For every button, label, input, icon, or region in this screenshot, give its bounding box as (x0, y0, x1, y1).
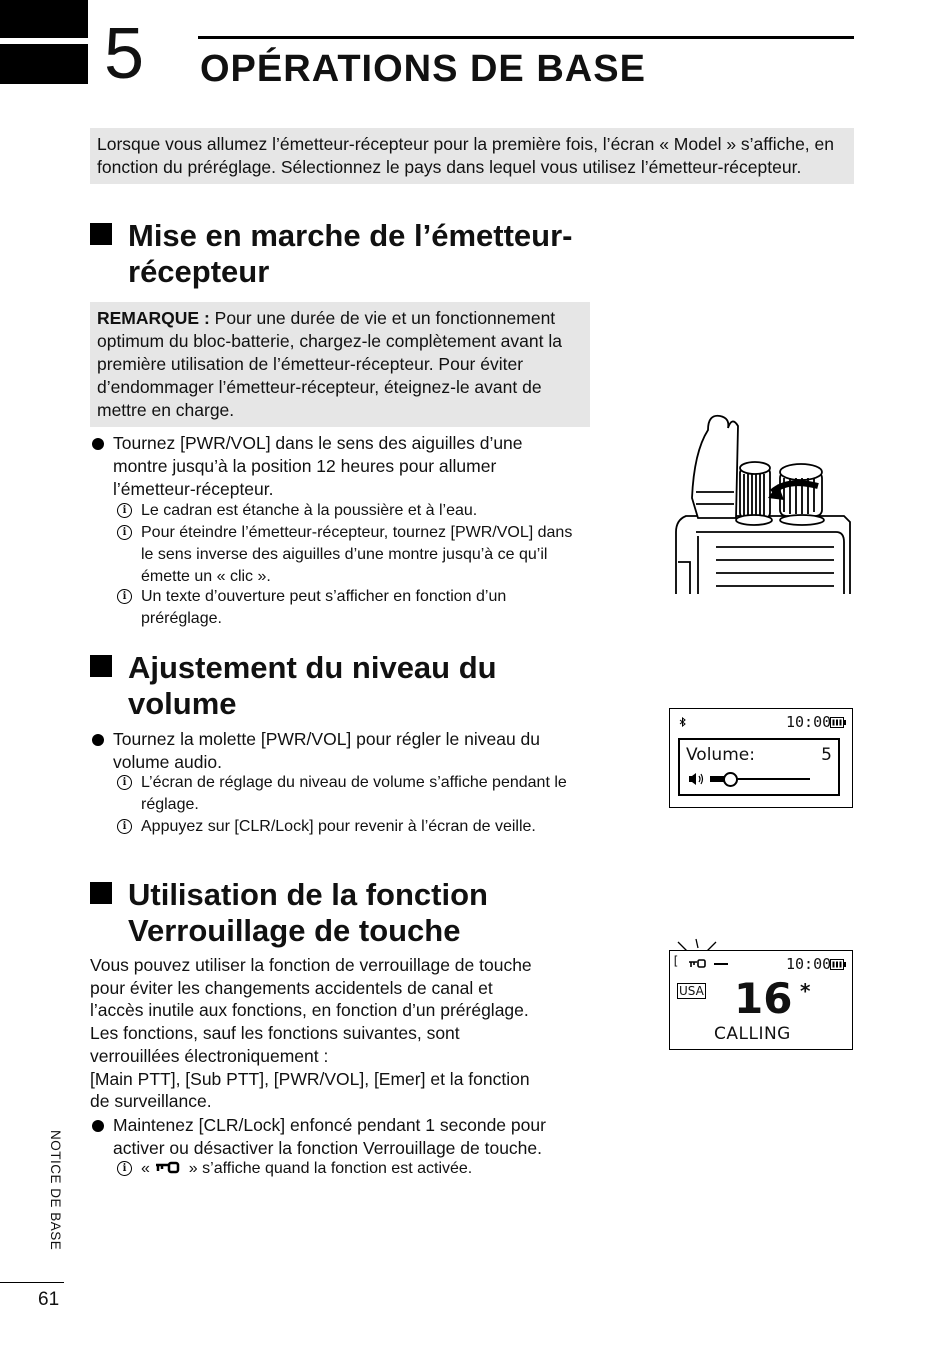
heading-square-icon (90, 882, 112, 904)
volume-popup (678, 738, 840, 796)
heading-line-2: volume (128, 686, 237, 721)
info-item (117, 1158, 593, 1180)
info-icon: i (117, 1161, 132, 1176)
section-heading-power-on (90, 218, 573, 290)
bullet-text: Maintenez [CLR/Lock] enfoncé pendant 1 seconde pour activer ou désactiver la fonction Verrouillage de touche. (113, 1115, 546, 1158)
radio-top-illustration (668, 412, 854, 594)
info-item (117, 816, 593, 838)
lcd-time: 10:00 (786, 955, 832, 973)
battery-icon (830, 959, 846, 970)
bullet-icon (92, 734, 104, 746)
heading-line-1: Mise en marche de l’émetteur- (128, 218, 573, 253)
info-item (117, 500, 593, 522)
key-lock-icon (688, 959, 708, 969)
chapter-number: 5 (104, 14, 145, 94)
info-icon: i (117, 589, 132, 604)
lcd-dash (714, 963, 728, 965)
bluetooth-icon (678, 717, 688, 727)
bullet-power-on (90, 432, 580, 501)
heading-line-1: Utilisation de la fonction (128, 877, 488, 912)
section-heading-key-lock (90, 877, 488, 949)
para-line: de surveillance. (90, 1091, 212, 1112)
para-line: Les fonctions, sauf les fonctions suivantes, sont (90, 1023, 460, 1044)
key-lock-lcd (669, 950, 853, 1050)
chapter-rule (198, 36, 854, 39)
info-text-post: » s’affiche quand la fonction est activée. (184, 1160, 473, 1177)
info-text (117, 1158, 593, 1180)
heading-square-icon (90, 223, 112, 245)
info-text: Appuyez sur [CLR/Lock] pour revenir à l’écran de veille. (141, 818, 536, 835)
chapter-title: OPÉRATIONS DE BASE (200, 48, 646, 90)
info-text: Le cadran est étanche à la poussière et à l’eau. (141, 502, 478, 519)
volume-lcd (669, 708, 853, 808)
info-text: L’écran de réglage du niveau de volume s’affiche pendant le réglage. (141, 774, 567, 813)
bullet-icon (92, 1120, 104, 1132)
bullet-icon (92, 438, 104, 450)
battery-icon (830, 717, 846, 728)
bullet-text: Tournez la molette [PWR/VOL] pour régler le niveau du volume audio. (113, 729, 541, 772)
info-item (117, 586, 587, 630)
remark-box (90, 302, 590, 427)
info-text-pre: « (141, 1160, 155, 1177)
intro-box: Lorsque vous allumez l’émetteur-récepteur pour la première fois, l’écran « Model » s’affiche, en fonction du préréglage. Sélectionnez le pays dans lequel vous utilisez l’émetteur-récepteur. (90, 128, 854, 184)
key-lock-paragraph (90, 954, 600, 1113)
speaker-icon (688, 772, 704, 786)
info-text: Pour éteindre l’émetteur-récepteur, tournez [PWR/VOL] dans le sens inverse des aiguilles d’une montre jusqu’à ce qu’il émette un « clic ». (141, 524, 573, 585)
info-icon: i (117, 503, 132, 518)
lcd-time: 10:00 (786, 713, 832, 731)
para-line: l’accès inutile aux fonctions, en fonction d’un préréglage. (90, 1000, 529, 1021)
region-badge: USA (679, 984, 704, 998)
volume-label: Volume: (686, 745, 755, 765)
chapter-tab (0, 0, 88, 84)
volume-value: 5 (821, 745, 832, 765)
volume-slider-knob (723, 772, 738, 787)
info-text: Un texte d’ouverture peut s’afficher en fonction d’un préréglage. (141, 588, 507, 627)
call-status: CALLING (714, 1024, 791, 1044)
para-line: [Main PTT], [Sub PTT], [PWR/VOL], [Emer] et la fonction (90, 1068, 530, 1089)
channel-number: 16 (734, 974, 793, 1023)
page-rule (0, 1282, 64, 1283)
info-icon: i (117, 525, 132, 540)
bullet-key-lock (90, 1114, 590, 1160)
lcd-left-bracket: [ (672, 954, 680, 968)
heading-line-2: Verrouillage de touche (128, 913, 461, 948)
side-label: NOTICE DE BASE (48, 1130, 63, 1251)
section-heading-volume (90, 650, 497, 722)
heading-square-icon (90, 655, 112, 677)
key-lock-icon (154, 1161, 184, 1175)
remark-label: REMARQUE : (97, 308, 210, 328)
para-line: pour éviter les changements accidentels de canal et (90, 977, 493, 998)
para-line: Vous pouvez utiliser la fonction de verrouillage de touche (90, 955, 532, 975)
heading-line-2: récepteur (128, 254, 270, 289)
info-icon: i (117, 775, 132, 790)
page-number: 61 (38, 1289, 60, 1310)
bullet-volume (90, 728, 590, 774)
tab-bar-bottom (0, 44, 88, 84)
volume-slider-track (710, 778, 810, 780)
para-line: verrouillées électroniquement : (90, 1045, 329, 1066)
remark-text: Pour une durée de vie et un fonctionnement optimum du bloc-batterie, chargez-le complètement avant la première utilisation de l’émetteur-récepteur. Pour éviter d’endommager l’émetteur-récepteur, éteignez-le avant de mettre en charge. (97, 308, 562, 420)
bullet-text: Tournez [PWR/VOL] dans le sens des aiguilles d’une montre jusqu’à la position 12 heures pour allumer l’émetteur-récepteur. (113, 433, 523, 499)
heading-line-1: Ajustement du niveau du (128, 650, 497, 685)
info-item (117, 522, 587, 588)
info-icon: i (117, 819, 132, 834)
info-item (117, 772, 593, 816)
channel-star: * (800, 979, 811, 1003)
tab-bar-top (0, 0, 88, 38)
